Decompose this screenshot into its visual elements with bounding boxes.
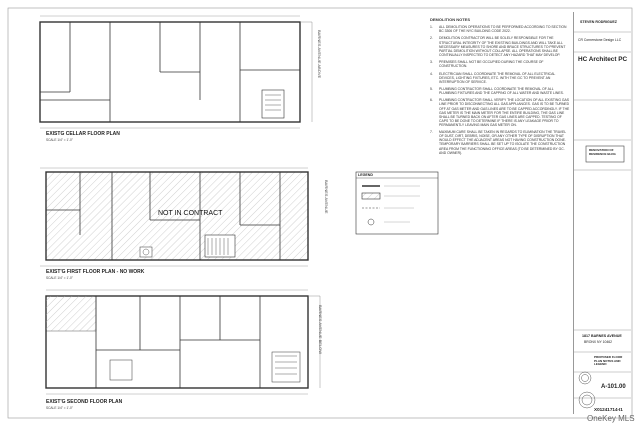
project-label: RENOVATION OF RESIDENCE BLDG [589,148,616,156]
street-label-cellar: BARNES AVENUE ABOVE [317,30,322,79]
first-floor-plan-title: EXIST'G FIRST FLOOR PLAN - NO WORK [46,269,145,275]
legend-title: LEGEND [358,172,373,177]
notes-heading: DEMOLITION NOTES [430,17,470,22]
legend-box [356,172,438,234]
cellar-plan-title: EXISTG CELLAR FLOOR PLAN [46,131,120,137]
drawing-id: X01241714-I1 [594,407,623,412]
cellar-plan [40,16,312,128]
first-floor-plan [40,168,308,266]
sheet-title: PROPOSED FLOOR PLAN NOTES AND LEGEND [594,355,623,367]
title-block [573,12,632,414]
note-item: 7. MAXIMUM CARE SHALL BE TAKEN IN REGARDS TO ELIMINATION THE TRAVEL OF DUST, DIRT, DEBRIS, NOISE, OR ANY OTHER TYPE OF DISRUPTION THAT WOULD EFFECT THE ADJACENT AREAS NOT HAVING CONSTRUCTION DONE. TEMPORARY BARRIERS SHALL BE SET UP TO ISOLATE THE CONSTRUCTION AREA FROM THE FUNCTIONING OFFICE AREAS (TO BE DETERMINED BY GC. AND OWNER). [430,130,566,155]
sheet-number: A-101.00 [601,384,626,390]
first-floor-plan-scale: SCALE 1/4" = 1'-0" [46,276,73,280]
note-item: 5. PLUMBING CONTRACTOR SHALL COORDINATE THE REMOVAL OF ALL PLUMBING FIXTURES AND THE CAPPING OF ALL WATER AND WASTE LINES. [430,86,564,96]
note-item: 2. DEMOLITION CONTRACTOR WILL BE SOLELY RESPONSIBLE FOR THE STRUCTURAL INTEGRITY OF THE EXISTING BUILDINGS AND WILL TAKE ALL NECESSARY MEASURES TO SHORE AND BRACE STRUCTURES TO PREVENT PARTIAL DEMOLITION WITHOUT COLLAPSE. ALL OPERATIONS SHALL BE CONTINUALLY INSPECTED TO DETECT ANY HAZARD THAT MAY DEVELOP. [430,36,566,57]
note-item: 3. PREMISES SHALL NOT BE OCCUPIED DURING THE COURSE OF CONSTRUCTION. [430,60,544,69]
builder-name: CR Cornerstone Design LLC [578,38,622,42]
owner-name: STEVEN RODRIGUEZ [580,20,617,24]
mls-watermark: OneKey MLS [587,414,635,423]
note-item: 1. ALL DEMOLITION OPERATIONS TO BE PERFORMED ACCORDING TO SECTION BC 3306 OF THE NYC BUILDING CODE 2022. [430,25,567,34]
note-item: 4. ELECTRICIAN SHALL COORDINATE THE REMOVAL OF ALL ELECTRICAL DEVICES, LIGHTING FIXTURES, ETC. WITH THE GC TO PREVENT AN INTERRUPTION OF SERVICE. [430,71,556,84]
address-line-1: 1817 BARNES AVENUE [582,334,622,338]
architect-name: HC Architect PC [578,56,628,63]
address-line-2: BRONX NY 10462 [584,340,613,344]
second-floor-plan [46,290,320,394]
street-label-second: BARNES AVENUE BELOW [318,305,323,355]
demolition-notes [430,18,570,158]
second-floor-plan-title: EXIST'G SECOND FLOOR PLAN [46,399,123,405]
not-in-contract-label: NOT IN CONTRACT [158,210,223,217]
note-item: 6. PLUMBING CONTRACTOR SHALL VERIFY THE LOCATION OF ALL EXISTING GAS LINE PRIOR TO DISCONNECTING ALL GAS APPLIANCES. GAS IS TO BE TURNED OFF AT GAS METER AND GAS LINES ARE TO BE CAPPED ACCORDINGLY. IF THE GAS METER IS THE MAIN METER FOR THE ENTIRE BUILDING, THE GAS LINE SHALL BE TURNED BACK ON AFTER GAS LINES ARE CAPPED. TESTING OF CAPS TO BE DONE TO DETERMINE IF THERE IS ANY LEAKAGE PRIOR TO PERMANENTLY LEAVING MAIN GAS METER ON. [430,98,570,127]
cellar-plan-scale: SCALE 1/4" = 1'-0" [46,138,73,142]
second-floor-plan-scale: SCALE 1/4" = 1'-0" [46,406,73,410]
street-label-first: BARNES AVENUE [324,180,329,214]
